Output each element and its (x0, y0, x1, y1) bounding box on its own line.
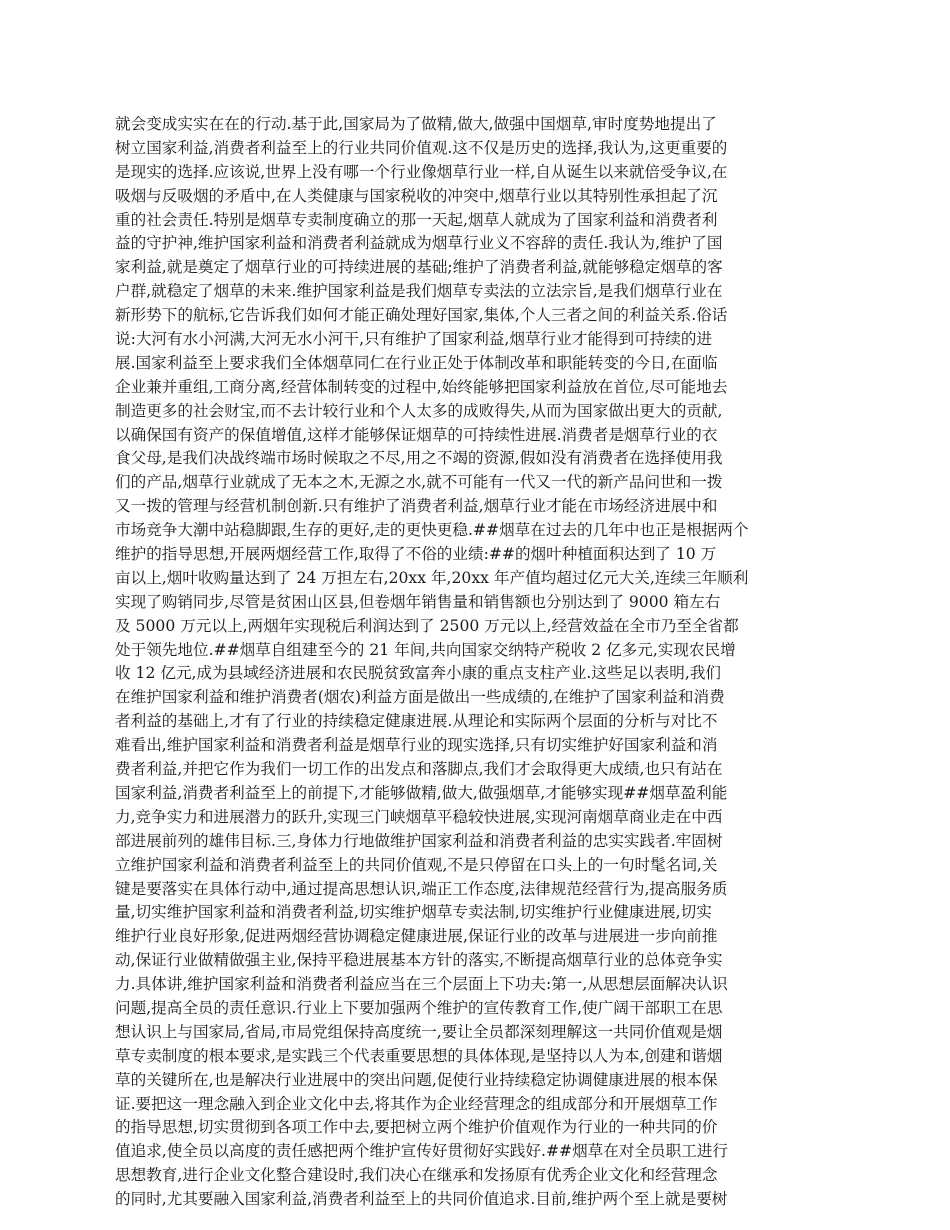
text-line: 说:大河有水小河满,大河无水小河干,只有维护了国家利益,烟草行业才能得到可持续的进 (115, 330, 713, 349)
body-text (115, 113, 835, 1212)
text-line: 吸烟与反吸烟的矛盾中,在人类健康与国家税收的冲突中,烟草行业以其特别性承担起了沉 (115, 186, 718, 205)
text-line: 者利益的基础上,才有了行业的持续稳定健康进展.从理论和实际两个层面的分析与对比不 (115, 712, 718, 731)
text-line: 立维护国家利益和消费者利益至上的共同价值观,不是只停留在口头上的一句时髦名词,关 (115, 855, 718, 874)
text-line: 实现了购销同步,尽管是贫困山区县,但卷烟年销售量和销售额也分别达到了 9000 箱左右 (115, 592, 721, 611)
text-line: 草的关键所在,也是解决行业进展中的突出问题,促使行业持续稳定协调健康进展的根本保 (115, 1070, 718, 1089)
text-line: 的同时,尤其要融入国家利益,消费者利益至上的共同价值追求.目前,维护两个至上就是要树 (115, 1190, 728, 1209)
text-line: 就会变成实实在在的行动.基于此,国家局为了做精,做大,做强中国烟草,审时度势地提出了 (115, 115, 717, 133)
text-line: 国家利益,消费者利益至上的前提下,才能够做精,做大,做强烟草,才能够实现##烟草盈利能 (115, 783, 728, 802)
text-line: 思想教育,进行企业文化整合建设时,我们决心在继承和发扬原有优秀企业文化和经营理念 (115, 1166, 718, 1185)
text-line: 处于领先地位.##烟草自组建至今的 21 年间,共向国家交纳特产税收 2 亿多元,实现农民增 (115, 640, 736, 659)
text-line: 们的产品,烟草行业就成了无本之木,无源之水,就不可能有一代又一代的新产品问世和一拨 (115, 473, 723, 492)
text-line: 市场竞争大潮中站稳脚跟,生存的更好,走的更快更稳.##烟草在过去的几年中也正是根据两个 (115, 521, 749, 540)
text-line: 力.具体讲,维护国家利益和消费者利益应当在三个层面上下功夫:第一,从思想层面解决认识 (115, 975, 728, 994)
text-line: 及 5000 万元以上,两烟年实现税后利润达到了 2500 万元以上,经营效益在全市乃至全省都 (115, 616, 739, 635)
text-line: 维护行业良好形象,促进两烟经营协调稳定健康进展,保证行业的改革与进展进一步向前推 (115, 927, 718, 946)
text-line: 以确保国有资产的保值增值,这样才能够保证烟草的可持续性进展.消费者是烟草行业的衣 (115, 425, 718, 444)
text-line: 亩以上,烟叶收购量达到了 24 万担左右,20xx 年,20xx 年产值均超过亿元大关,连续三年顺利 (115, 568, 749, 587)
text-line: 新形势下的航标,它告诉我们如何才能正确处理好国家,集体,个人三者之间的利益关系.俗话 (115, 306, 728, 325)
text-line: 证.要把这一理念融入到企业文化中去,将其作为企业经营理念的组成部分和开展烟草工作 (115, 1094, 718, 1113)
text-line: 益的守护神,维护国家利益和消费者利益就成为烟草行业义不容辞的责任.我认为,维护了国 (115, 234, 723, 253)
text-line: 企业兼并重组,工商分离,经营体制转变的过程中,始终能够把国家利益放在首位,尽可能地去 (115, 377, 728, 396)
text-line: 在维护国家利益和维护消费者(烟农)利益方面是做出一些成绩的,在维护了国家利益和消费 (115, 688, 725, 707)
text-line: 是现实的选择.应该说,世界上没有哪一个行业像烟草行业一样,自从诞生以来就倍受争议,在 (115, 162, 728, 181)
text-line: 部进展前列的雄伟目标.三,身体力行地做维护国家利益和消费者利益的忠实实践者.牢固树 (115, 831, 723, 850)
text-line: 动,保证行业做精做强主业,保持平稳进展基本方针的落实,不断提高烟草行业的总体竞争实 (115, 951, 723, 970)
text-line: 收 12 亿元,成为县域经济进展和农民脱贫致富奔小康的重点支柱产业.这些足以表明,我们 (115, 664, 722, 683)
text-line: 又一拨的管理与经营机制创新.只有维护了消费者利益,烟草行业才能在市场经济进展中和 (115, 497, 718, 516)
text-line: 想认识上与国家局,省局,市局党组保持高度统一,要让全员都深刻理解这一共同价值观是烟 (115, 1022, 723, 1041)
text-line: 展.国家利益至上要求我们全体烟草同仁在行业正处于体制改革和职能转变的今日,在面临 (115, 353, 718, 372)
text-line: 家利益,就是奠定了烟草行业的可持续进展的基础;维护了消费者利益,就能够稳定烟草的客 (115, 258, 723, 277)
text-line: 问题,提高全员的责任意识.行业上下要加强两个维护的宣传教育工作,使广阔干部职工在思 (115, 998, 723, 1017)
text-line: 键是要落实在具体行动中,通过提高思想认识,端正工作态度,法律规范经营行为,提高服务质 (115, 879, 728, 898)
text-line: 重的社会责任.特别是烟草专卖制度确立的那一天起,烟草人就成为了国家利益和消费者利 (115, 210, 718, 229)
text-line: 制造更多的社会财宝,而不去计较行业和个人太多的成败得失,从而为国家做出更大的贡献, (115, 401, 723, 420)
text-line: 树立国家利益,消费者利益至上的行业共同价值观.这不仅是历史的选择,我认为,这更重要的 (115, 138, 728, 157)
text-line: 户群,就稳定了烟草的未来.维护国家利益是我们烟草专卖法的立法宗旨,是我们烟草行业在 (115, 282, 723, 301)
text-line: 维护的指导思想,开展两烟经营工作,取得了不俗的业绩:##的烟叶种植面积达到了 10 万 (115, 545, 717, 564)
text-line: 难看出,维护国家利益和消费者利益是烟草行业的现实选择,只有切实维护好国家利益和消 (115, 736, 718, 755)
text-line: 草专卖制度的根本要求,是实践三个代表重要思想的具体体现,是坚持以人为本,创建和谐烟 (115, 1046, 723, 1065)
text-line: 力,竞争实力和进展潜力的跃升,实现三门峡烟草平稳较快进展,实现河南烟草商业走在中西 (115, 807, 723, 826)
text-line: 值追求,使全员以高度的责任感把两个维护宣传好贯彻好实践好.##烟草在对全员职工进行 (115, 1142, 729, 1161)
text-line: 量,切实维护国家利益和消费者利益,切实维护烟草专卖法制,切实维护行业健康进展,切实 (115, 903, 712, 922)
text-line: 食父母,是我们决战终端市场时候取之不尽,用之不竭的资源,假如没有消费者在选择使用我 (115, 449, 723, 468)
text-line: 费者利益,并把它作为我们一切工作的出发点和落脚点,我们才会取得更大成绩,也只有站在 (115, 760, 723, 779)
text-line: 的指导思想,切实贯彻到各项工作中去,要把树立两个维护价值观作为行业的一种共同的价 (115, 1118, 718, 1137)
